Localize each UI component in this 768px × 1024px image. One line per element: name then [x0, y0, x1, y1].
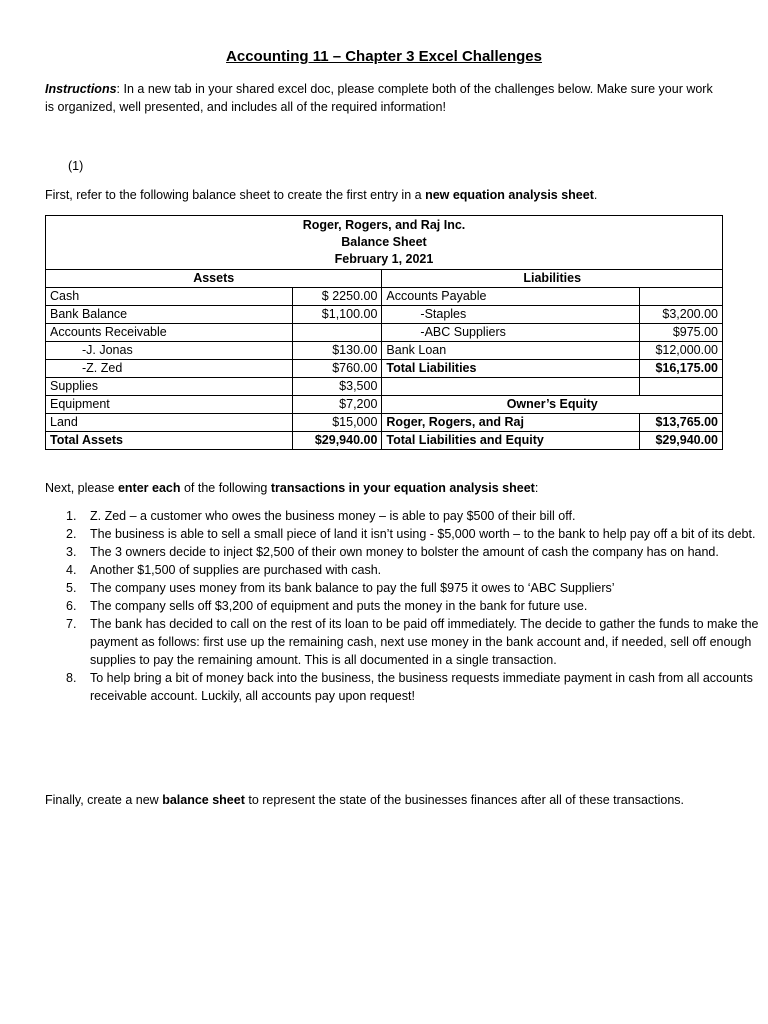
- list-item: [66, 561, 765, 579]
- table-row: [46, 324, 723, 342]
- asset-amount: $3,500: [293, 378, 382, 396]
- list-item-text: The business is able to sell a small piece of land it isn’t using - $5,000 worth – to the bank to help pay off a bit of its debt.: [90, 527, 756, 541]
- first-instruction-bold: new equation analysis sheet: [425, 188, 594, 202]
- list-item-number: 7.: [66, 617, 77, 631]
- total-liabilities-amount: $16,175.00: [640, 360, 723, 378]
- final-instruction-prefix: Finally, create a new: [45, 793, 163, 807]
- list-item-number: 5.: [66, 581, 77, 595]
- list-item: [66, 615, 765, 669]
- list-item: [66, 597, 765, 615]
- owners-equity-header: Owner’s Equity: [382, 396, 723, 414]
- table-row: [46, 288, 723, 306]
- total-liabilities-equity-label: Total Liabilities and Equity: [382, 432, 640, 450]
- list-item-number: 8.: [66, 671, 77, 685]
- section-header-row: [46, 270, 723, 288]
- asset-amount: $15,000: [293, 414, 382, 432]
- next-instruction-text: :: [534, 481, 539, 495]
- asset-amount: $1,100.00: [293, 306, 382, 324]
- liability-amount: [640, 288, 723, 306]
- balance-sheet-header: [46, 216, 723, 270]
- liability-amount: $12,000.00: [640, 342, 723, 360]
- next-instruction-bold: enter each: [117, 481, 181, 495]
- part-number: (1): [68, 159, 84, 173]
- first-instruction: [45, 186, 725, 204]
- sheet-date: February 1, 2021: [334, 252, 434, 266]
- final-instruction-suffix: to represent the state of the businesses finances after all of these transactions.: [244, 793, 685, 807]
- liability-label: Accounts Payable: [382, 288, 640, 306]
- liabilities-header: Liabilities: [382, 270, 723, 288]
- list-item-text: The company sells off $3,200 of equipment and puts the money in the bank for future use.: [90, 599, 588, 613]
- total-assets-label: Total Assets: [46, 432, 293, 450]
- next-instruction: [45, 479, 725, 497]
- assets-header: Assets: [46, 270, 382, 288]
- table-row: [46, 432, 723, 450]
- total-assets-amount: $29,940.00: [293, 432, 382, 450]
- list-item-text: The bank has decided to call on the rest of its loan to be paid off immediately. The decide to gather the funds to make the payment as follows: first use up the remaining cash, next use money in the bank account and, if needed, sell off enough supplies to pay the remaining amount. This is all documented in a single transaction.: [90, 617, 759, 667]
- liability-amount: $975.00: [640, 324, 723, 342]
- liability-amount: $3,200.00: [640, 306, 723, 324]
- list-item-number: 1.: [66, 509, 77, 523]
- asset-label: Accounts Receivable: [46, 324, 293, 342]
- liability-label: Bank Loan: [382, 342, 640, 360]
- list-item: [66, 525, 765, 543]
- balance-sheet-table: [45, 215, 723, 450]
- balance-sheet-header-row: [46, 216, 723, 270]
- list-item: [66, 669, 765, 705]
- instructions-text: : In a new tab in your shared excel doc, please complete both of the challenges below. Make sure your work is organized, well presented, and includes all of the required information!: [45, 82, 713, 114]
- list-item-number: 4.: [66, 563, 77, 577]
- list-item-text: Z. Zed – a customer who owes the business money – is able to pay $500 of their bill off.: [90, 509, 576, 523]
- instructions-paragraph: [45, 80, 725, 116]
- first-instruction-prefix: First, refer to the following balance sheet to create the first entry in a: [45, 188, 426, 202]
- asset-label: Equipment: [46, 396, 293, 414]
- asset-amount: $ 2250.00: [293, 288, 382, 306]
- instructions-label: Instructions: [45, 82, 117, 96]
- liability-label: [382, 378, 640, 396]
- total-liabilities-equity-amount: $29,940.00: [640, 432, 723, 450]
- equity-amount: $13,765.00: [640, 414, 723, 432]
- asset-label: -Z. Zed: [46, 360, 293, 378]
- table-row: [46, 396, 723, 414]
- table-row: [46, 378, 723, 396]
- asset-amount: $7,200: [293, 396, 382, 414]
- final-instruction: [45, 791, 725, 809]
- equity-label: Roger, Rogers, and Raj: [382, 414, 640, 432]
- next-instruction-text: of the following: [180, 481, 271, 495]
- list-item-text: The company uses money from its bank balance to pay the full $975 it owes to ‘ABC Suppliers’: [90, 581, 615, 595]
- first-instruction-suffix: .: [593, 188, 598, 202]
- page-title: Accounting 11 – Chapter 3 Excel Challenges: [226, 48, 542, 65]
- transactions-list: [45, 507, 765, 705]
- next-instruction-bold: transactions in your equation analysis sheet: [270, 481, 535, 495]
- table-row: [46, 306, 723, 324]
- list-item-text: To help bring a bit of money back into the business, the business requests immediate payment in cash from all accounts receivable account. Luckily, all accounts pay upon request!: [90, 671, 753, 703]
- list-item: [66, 579, 765, 597]
- asset-amount: $130.00: [293, 342, 382, 360]
- company-name: Roger, Rogers, and Raj Inc.: [302, 218, 466, 232]
- table-row: [46, 360, 723, 378]
- asset-label: Land: [46, 414, 293, 432]
- list-item: [66, 543, 765, 561]
- list-item-text: The 3 owners decide to inject $2,500 of their own money to bolster the amount of cash the company has on hand.: [90, 545, 719, 559]
- sheet-title: Balance Sheet: [341, 235, 427, 249]
- table-row: [46, 342, 723, 360]
- asset-label: Bank Balance: [46, 306, 293, 324]
- list-item-number: 2.: [66, 527, 77, 541]
- asset-label: Supplies: [46, 378, 293, 396]
- list-item-number: 3.: [66, 545, 77, 559]
- next-instruction-text: Next, please: [45, 481, 118, 495]
- final-instruction-bold: balance sheet: [162, 793, 245, 807]
- list-item-text: Another $1,500 of supplies are purchased with cash.: [90, 563, 382, 577]
- asset-label: Cash: [46, 288, 293, 306]
- liability-amount: [640, 378, 723, 396]
- total-liabilities-label: Total Liabilities: [382, 360, 640, 378]
- list-item-number: 6.: [66, 599, 77, 613]
- asset-amount: [293, 324, 382, 342]
- list-item: [66, 507, 765, 525]
- table-row: [46, 414, 723, 432]
- liability-label: -Staples: [382, 306, 640, 324]
- liability-label: -ABC Suppliers: [382, 324, 640, 342]
- asset-label: -J. Jonas: [46, 342, 293, 360]
- asset-amount: $760.00: [293, 360, 382, 378]
